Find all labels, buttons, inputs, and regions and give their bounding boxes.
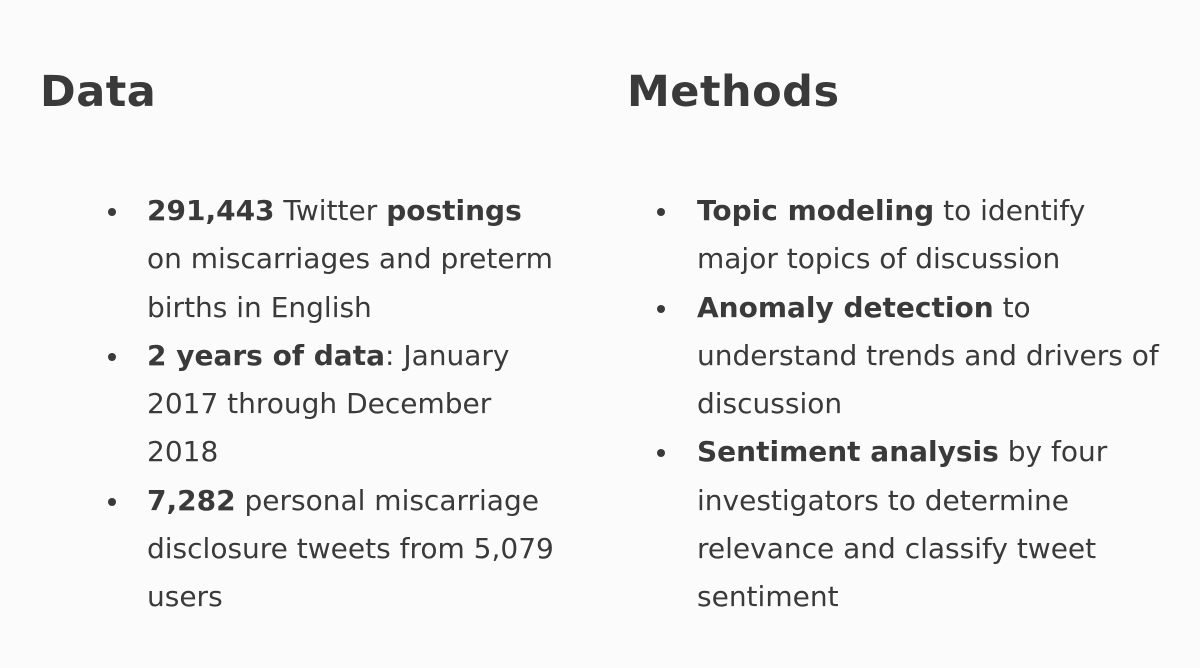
methods-bullet-item [627, 187, 1167, 284]
bullet-text: : January 2017 through December 2018 [147, 338, 510, 469]
bullet-text-bold: Topic modeling [697, 194, 935, 227]
bullet-text-bold: 7,282 [147, 483, 236, 517]
data-bullet-item [40, 187, 560, 332]
data-heading: Data [40, 67, 157, 117]
bullet-text: Twitter [274, 194, 387, 227]
bullet-dot-icon [657, 449, 665, 457]
bullet-text-bold: postings [386, 194, 522, 227]
bullet-text: personal miscarriage disclosure tweets from 5,079 users [147, 483, 554, 614]
bullet-text-bold: Sentiment analysis [697, 435, 999, 469]
methods-heading: Methods [627, 67, 840, 117]
bullet-text: by four investigators to determine relevance and classify tweet sentiment [697, 435, 1108, 614]
data-bullet-list [40, 187, 560, 622]
methods-column [627, 0, 1187, 668]
bullet-dot-icon [108, 498, 116, 506]
bullet-text-bold: 2 years of data [147, 338, 385, 372]
bullet-text: on miscarriages and preterm births in English [147, 242, 553, 324]
methods-bullet-item [627, 428, 1167, 621]
methods-bullet-item [627, 284, 1167, 429]
bullet-text: to understand trends and drivers of discussion [697, 290, 1159, 421]
data-bullet-item [40, 332, 560, 477]
data-bullet-item [40, 477, 560, 622]
bullet-dot-icon [657, 208, 665, 216]
data-column [40, 0, 600, 668]
bullet-dot-icon [108, 353, 116, 361]
bullet-text-bold: 291,443 [147, 194, 275, 227]
bullet-dot-icon [657, 305, 665, 313]
bullet-text: to identify major topics of discussion [697, 194, 1086, 276]
methods-bullet-list [627, 187, 1167, 622]
bullet-text-bold: Anomaly detection [697, 290, 994, 324]
bullet-dot-icon [108, 208, 116, 216]
